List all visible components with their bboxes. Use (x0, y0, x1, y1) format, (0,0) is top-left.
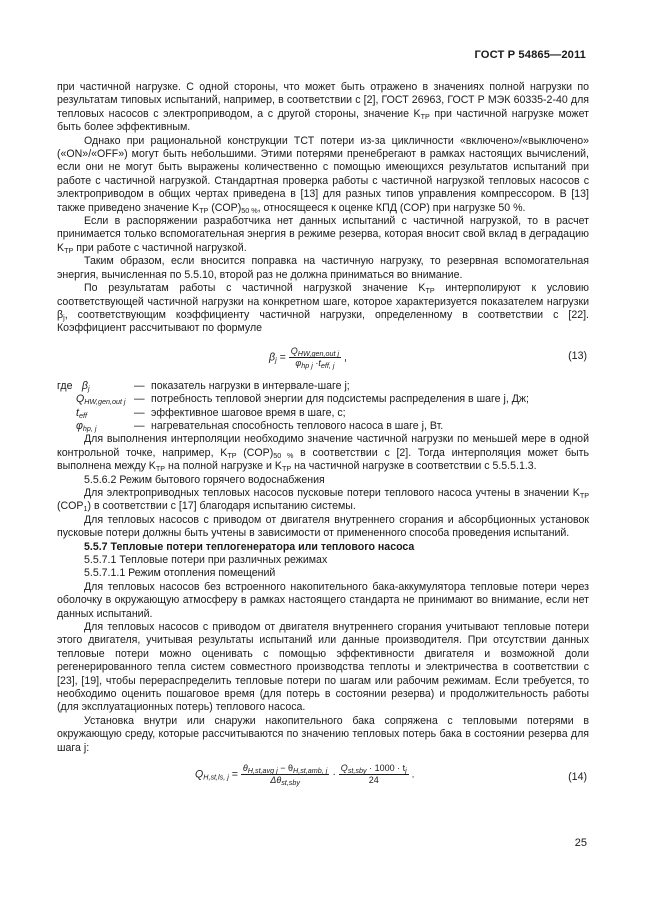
paragraph-5: По результатам работы с частичной нагрузкой значение $K_{ТР}$ интерполируют к условию соответствующей частичной нагрузки на конкретном шаге, которое характеризуется показателем нагрузки $\beta_j$, соответствующим коэффициенту частичной нагрузки, определенному в соответствии с [22]. Коэффициент рассчитывают по формуле (57, 282, 589, 335)
page-number: 25 (574, 837, 587, 849)
formula-14-expression: $Q_{H,st,ls, j}$ = $\frac{\theta_{H,st,avg j} - \theta_{H,st,amb, j}}{\Delta\theta_{st,sby}}$ · $\frac{Q_{st,sby} \cdot 1000 \cdot t_j}{24}$ . (195, 763, 415, 788)
formula-13-expression: $\beta_j$ = $\frac{Q_{HW,gen,out j}}{\varphi_{hp j} \cdot t_{eff, j}}$ , (269, 345, 347, 370)
formula-13 (57, 338, 589, 378)
where-dash: — (134, 419, 145, 432)
paragraph-1: при частичной нагрузке. С одной стороны, что может быть отражено в значениях полной нагрузки по результатам типовых испытаний, например, в соответствии с [2], ГОСТ 26963, ГОСТ Р МЭК 60335-2-40 для тепловых насосов с электроприводом, а с другой стороны, значение $K_{ТР}$ при частичной нагрузке может быть более эффективным. (57, 81, 589, 134)
formula-13-fraction: $\frac{Q_{HW,gen,out j}}{\varphi_{hp j} \cdot t_{eff, j}}$ (290, 345, 340, 370)
where-row (57, 420, 589, 433)
section-5-5-7-1-1: 5.5.7.1.1 Режим отопления помещений (84, 567, 276, 580)
where-row (57, 380, 589, 393)
where-row (57, 393, 589, 406)
where-symbol: $Q_{HW,gen,out j}$ (76, 393, 126, 407)
paragraph-9: Для тепловых насосов без встроенного накопительного бака-аккумулятора тепловые потери через оболочку в окружающую атмосферу в рамках настоящего стандарта не принимают во внимание, если нет данных испытаний. (57, 580, 589, 620)
paragraph-7: Для электроприводных тепловых насосов пусковые потери теплового насоса учтены в значении $K_{ТР}$ $(COP_1)$ в соответствии с [17] благодаря испытанию системы. (57, 486, 589, 514)
page-content (57, 81, 589, 805)
section-5-5-7-1: 5.5.7.1 Тепловые потери при различных режимах (84, 553, 328, 566)
paragraph-11: Установка внутри или снаружи накопительного бака сопряжена с тепловыми потерями в окружающую среду, которые рассчитываются по значению тепловых потерь бака в состоянии резерва для шага j: (57, 714, 589, 754)
where-list (57, 380, 589, 434)
paragraph-8: Для тепловых насосов с приводом от двигателя внутреннего сгорания и абсорбционных установок пусковые потери должны быть учтены в зависимости от примененного способа проведения испытаний. (57, 513, 589, 540)
where-dash: — (134, 406, 145, 419)
where-symbol: $\varphi_{hp, j}$ (76, 419, 97, 433)
where-description: потребность тепловой энергии для подсистемы распределения в шаге j, Дж; (151, 393, 529, 406)
where-dash: — (134, 393, 145, 406)
formula-14-number: (14) (568, 771, 587, 784)
where-row (57, 407, 589, 420)
formula-14-fraction-1: $\frac{\theta_{H,st,avg j} - \theta_{H,st,amb, j}}{\Delta\theta_{st,sby}}$ (242, 763, 328, 788)
where-description: показатель нагрузки в интервале-шаге j; (151, 379, 350, 392)
where-description: эффективное шаговое время в шаге, с; (151, 406, 346, 419)
formula-14 (57, 759, 589, 805)
where-symbol: $t_{eff}$ (76, 406, 87, 420)
paragraph-6: Для выполнения интерполяции необходимо значение частичной нагрузки по меньшей мере в одной контрольной точке, например, $K_{ТР}$ $(COP)_{50 \%}$ в соответствии с [2]. Тогда интерполяция может быть выполнена между $K_{ТР}$ на полной нагрузке и $K_{ТР}$ на частичной нагрузке в соответствии с 5.5.5.1.3. (57, 433, 589, 474)
paragraph-2: Однако при рациональной конструкции ТСТ потери из-за цикличности «включено»/«выключено» («ON»/«OFF») могут быть небольшими. Этими потерями пренебрегают в рамках настоящих вычислений, если они не могут быть выражены количественно с помощью имеющихся результатов испытаний при работе с частичной нагрузкой. Стандартная проверка работы с частичной нагрузкой тепловых насосов с электроприводом в общих чертах приведена в [13] для разных типов управления компрессором. В [13] также приведено значение $K_{ТР}$ $(COP)_{50 \%}$, относящееся к оценке КПД (COP) при нагрузке 50 %. (57, 134, 589, 215)
formula-13-number: (13) (568, 349, 587, 362)
where-description: нагревательная способность теплового насоса в шаге j, Вт. (151, 419, 444, 432)
where-dash: — (134, 379, 145, 392)
where-symbol: $\beta_j$ (81, 379, 90, 393)
section-5-5-7-heading: 5.5.7 Тепловые потери теплогенератора или теплового насоса (84, 540, 415, 553)
section-5-5-6-2: 5.5.6.2 Режим бытового горячего водоснабжения (84, 473, 325, 486)
document-header: ГОСТ Р 54865—2011 (474, 49, 586, 61)
where-label: где (57, 379, 73, 392)
paragraph-4: Таким образом, если вносится поправка на частичную нагрузку, то резервная вспомогательная энергия, вычисленная по 5.5.10, второй раз не должна приниматься во внимание. (57, 255, 589, 281)
paragraph-10: Для тепловых насосов с приводом от двигателя внутреннего сгорания учитывают тепловые потери этого двигателя, учитывая результаты испытаний или данные производителя. При отсутствии данных тепловые потери можно оценивать с помощью эффективности двигателя и возможной доли регенерированного тепла систем совместного производства теплоты и электричества в соответствии с [23], [19], чтобы перераспределить тепловые потери по шагам или рабочим режимам. Если требуется, то необходимо оценить пошаговое время (для потерь в состоянии резерва) и продолжительность работы (для эксплуатационных потерь) теплового насоса. (57, 620, 589, 714)
paragraph-3: Если в распоряжении разработчика нет данных испытаний с частичной нагрузкой, то в расчет принимается только вспомогательная энергия в режиме резерва, которая вносит свой вклад в деградацию $K_{ТР}$ при работе с частичной нагрузкой. (57, 215, 589, 255)
formula-14-fraction-2: $\frac{Q_{st,sby} \cdot 1000 \cdot t_j}{24}$ (340, 763, 407, 786)
